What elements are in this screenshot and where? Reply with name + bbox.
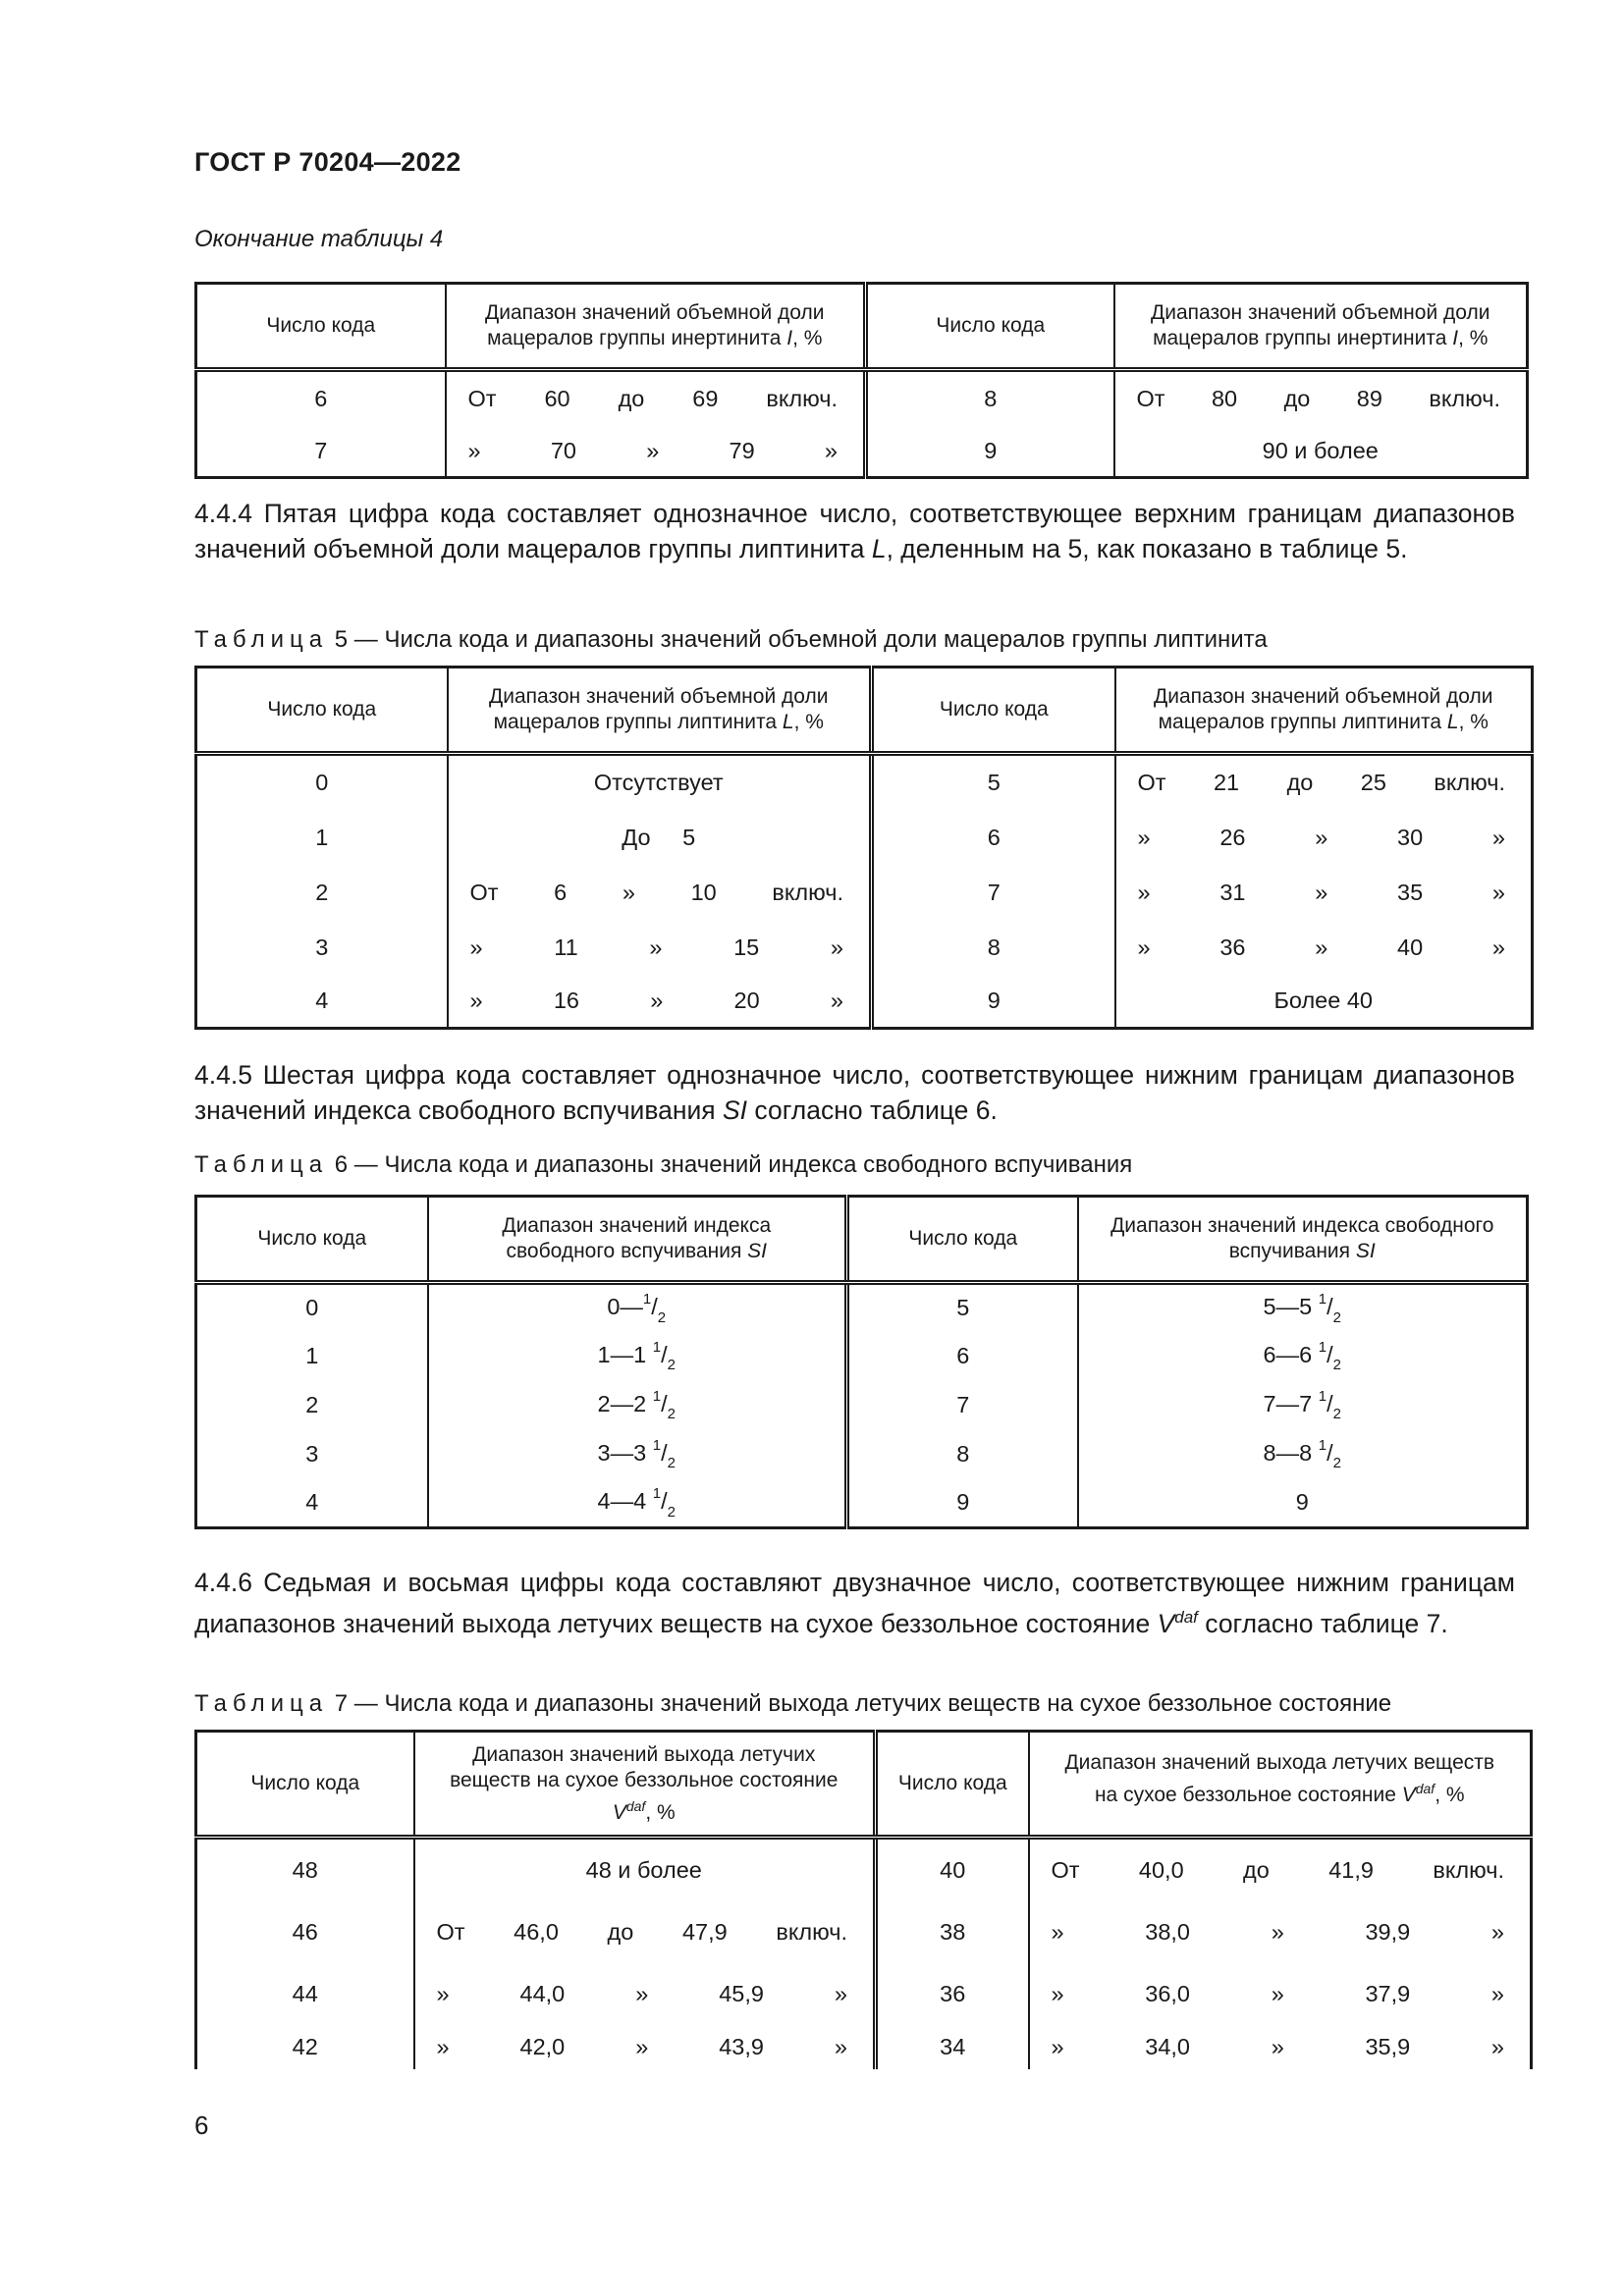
code-cell: 7 [872, 866, 1115, 921]
code-cell: 5 [847, 1283, 1078, 1332]
range-cell: 1—1 $^1/_2$ [428, 1332, 847, 1381]
table-row [196, 921, 1533, 976]
table-row [196, 1381, 1528, 1430]
table7 [194, 1730, 1533, 2069]
range-cell: 7—7 $^1/_2$ [1078, 1381, 1528, 1430]
range-cell: 6—6 $^1/_2$ [1078, 1332, 1528, 1381]
range-cell: 90 и более [1114, 427, 1528, 478]
table-row [196, 1479, 1528, 1528]
table-row [196, 754, 1533, 811]
document-id: ГОСТ Р 70204—2022 [194, 147, 461, 177]
col-header-range: Диапазон значений объемной доли мацералов группы инертинита I, % [1114, 284, 1528, 370]
table5 [194, 666, 1534, 1030]
range-cell: От 21 до 25 включ. [1115, 754, 1533, 811]
range-cell: До 5 [448, 811, 872, 866]
code-cell: 8 [847, 1430, 1078, 1479]
table6 [194, 1195, 1529, 1529]
col-header-code: Число кода [847, 1197, 1078, 1283]
range-cell: » 38,0 » 39,9 » [1029, 1902, 1532, 1963]
code-cell: 7 [847, 1381, 1078, 1430]
range-cell: » 26 » 30 » [1115, 811, 1533, 866]
col-header-range: Диапазон значений индекса свободного вспучивания SI [1078, 1197, 1528, 1283]
table-row [196, 976, 1533, 1029]
table-row [196, 2026, 1532, 2069]
col-header-code: Число кода [872, 667, 1115, 754]
code-cell: 6 [847, 1332, 1078, 1381]
range-cell: 3—3 $^1/_2$ [428, 1430, 847, 1479]
code-cell: 7 [196, 427, 446, 478]
range-cell: От 46,0 до 47,9 включ. [414, 1902, 876, 1963]
code-cell: 38 [876, 1902, 1029, 1963]
col-header-range: Диапазон значений выхода летучих веществ на сухое беззольное состояние $V^{daf}$, % [414, 1732, 876, 1838]
paragraph-4-4-6: 4.4.6 Седьмая и восьмая цифры кода составляют двузначное число, соответствующее нижним границам диапазонов значений выхода летучих веществ на сухое беззольное состояние $V^{daf}$ согласно таблице 7. [194, 1568, 1515, 1638]
range-cell: От 60 до 69 включ. [446, 370, 866, 427]
col-header-code: Число кода [876, 1732, 1029, 1838]
table-row [196, 1902, 1532, 1963]
col-header-range: Диапазон значений объемной доли мацералов группы липтинита L, % [448, 667, 872, 754]
table-row [196, 1332, 1528, 1381]
range-cell: Более 40 [1115, 976, 1533, 1029]
table7-caption: Таблица 7 — Числа кода и диапазоны значений выхода летучих веществ на сухое беззольное состояние [194, 1690, 1392, 1717]
range-cell: 9 [1078, 1479, 1528, 1528]
range-cell: » 70 » 79 » [446, 427, 866, 478]
table4-end [194, 282, 1529, 479]
range-cell: 4—4 $^1/_2$ [428, 1479, 847, 1528]
table-row [196, 1963, 1532, 2026]
table-row [196, 811, 1533, 866]
table-row [196, 1838, 1532, 1902]
code-cell: 2 [196, 1381, 428, 1430]
paragraph-4-4-5: 4.4.5 Шестая цифра кода составляет однозначное число, соответствующее нижним границам диапазонов значений индекса свободного вспучивания SI согласно таблице 6. [194, 1060, 1515, 1125]
table-row [196, 370, 1528, 427]
code-cell: 9 [866, 427, 1114, 478]
code-cell: 9 [847, 1479, 1078, 1528]
table4-continuation-caption: Окончание таблицы 4 [194, 226, 444, 252]
range-cell: 48 и более [414, 1838, 876, 1902]
range-cell: » 36 » 40 » [1115, 921, 1533, 976]
range-cell: От 6 » 10 включ. [448, 866, 872, 921]
code-cell: 6 [872, 811, 1115, 866]
table-row [196, 1283, 1528, 1332]
range-cell: От 40,0 до 41,9 включ. [1029, 1838, 1532, 1902]
code-cell: 42 [196, 2026, 414, 2069]
code-cell: 1 [196, 811, 448, 866]
col-header-code: Число кода [196, 1732, 414, 1838]
col-header-code: Число кода [196, 284, 446, 370]
code-cell: 5 [872, 754, 1115, 811]
col-header-range: Диапазон значений индекса свободного вспучивания SI [428, 1197, 847, 1283]
code-cell: 34 [876, 2026, 1029, 2069]
range-cell: 5—5 $^1/_2$ [1078, 1283, 1528, 1332]
range-cell: Отсутствует [448, 754, 872, 811]
col-header-code: Число кода [196, 1197, 428, 1283]
code-cell: 3 [196, 1430, 428, 1479]
code-cell: 44 [196, 1963, 414, 2026]
range-cell: » 31 » 35 » [1115, 866, 1533, 921]
range-cell: » 16 » 20 » [448, 976, 872, 1029]
code-cell: 48 [196, 1838, 414, 1902]
code-cell: 36 [876, 1963, 1029, 2026]
code-cell: 6 [196, 370, 446, 427]
table6-caption: Таблица 6 — Числа кода и диапазоны значений индекса свободного вспучивания [194, 1151, 1133, 1178]
code-cell: 40 [876, 1838, 1029, 1902]
page-number: 6 [194, 2110, 209, 2140]
range-cell: 2—2 $^1/_2$ [428, 1381, 847, 1430]
range-cell: » 11 » 15 » [448, 921, 872, 976]
range-cell: » 36,0 » 37,9 » [1029, 1963, 1532, 2026]
paragraph-4-4-4: 4.4.4 Пятая цифра кода составляет однозначное число, соответствующее верхним границам диапазонов значений объемной доли мацералов группы липтинита L, деленным на 5, как показано в таблице 5. [194, 499, 1515, 563]
col-header-range: Диапазон значений выхода летучих веществ на сухое беззольное состояние $V^{daf}$, % [1029, 1732, 1532, 1838]
table-row [196, 427, 1528, 478]
range-cell: » 44,0 » 45,9 » [414, 1963, 876, 2026]
col-header-code: Число кода [866, 284, 1114, 370]
code-cell: 8 [866, 370, 1114, 427]
code-cell: 0 [196, 1283, 428, 1332]
range-cell: » 34,0 » 35,9 » [1029, 2026, 1532, 2069]
code-cell: 4 [196, 1479, 428, 1528]
code-cell: 1 [196, 1332, 428, 1381]
code-cell: 9 [872, 976, 1115, 1029]
range-cell: 8—8 $^1/_2$ [1078, 1430, 1528, 1479]
col-header-range: Диапазон значений объемной доли мацералов группы инертинита I, % [446, 284, 866, 370]
table-row [196, 1430, 1528, 1479]
code-cell: 2 [196, 866, 448, 921]
code-cell: 4 [196, 976, 448, 1029]
range-cell: От 80 до 89 включ. [1114, 370, 1528, 427]
code-cell: 46 [196, 1902, 414, 1963]
table5-caption: Таблица 5 — Числа кода и диапазоны значений объемной доли мацералов группы липтинита [194, 626, 1268, 653]
code-cell: 0 [196, 754, 448, 811]
range-cell: » 42,0 » 43,9 » [414, 2026, 876, 2069]
col-header-code: Число кода [196, 667, 448, 754]
col-header-range: Диапазон значений объемной доли мацералов группы липтинита L, % [1115, 667, 1533, 754]
range-cell: $0—^1/_2$ [428, 1283, 847, 1332]
code-cell: 3 [196, 921, 448, 976]
code-cell: 8 [872, 921, 1115, 976]
table-row [196, 866, 1533, 921]
